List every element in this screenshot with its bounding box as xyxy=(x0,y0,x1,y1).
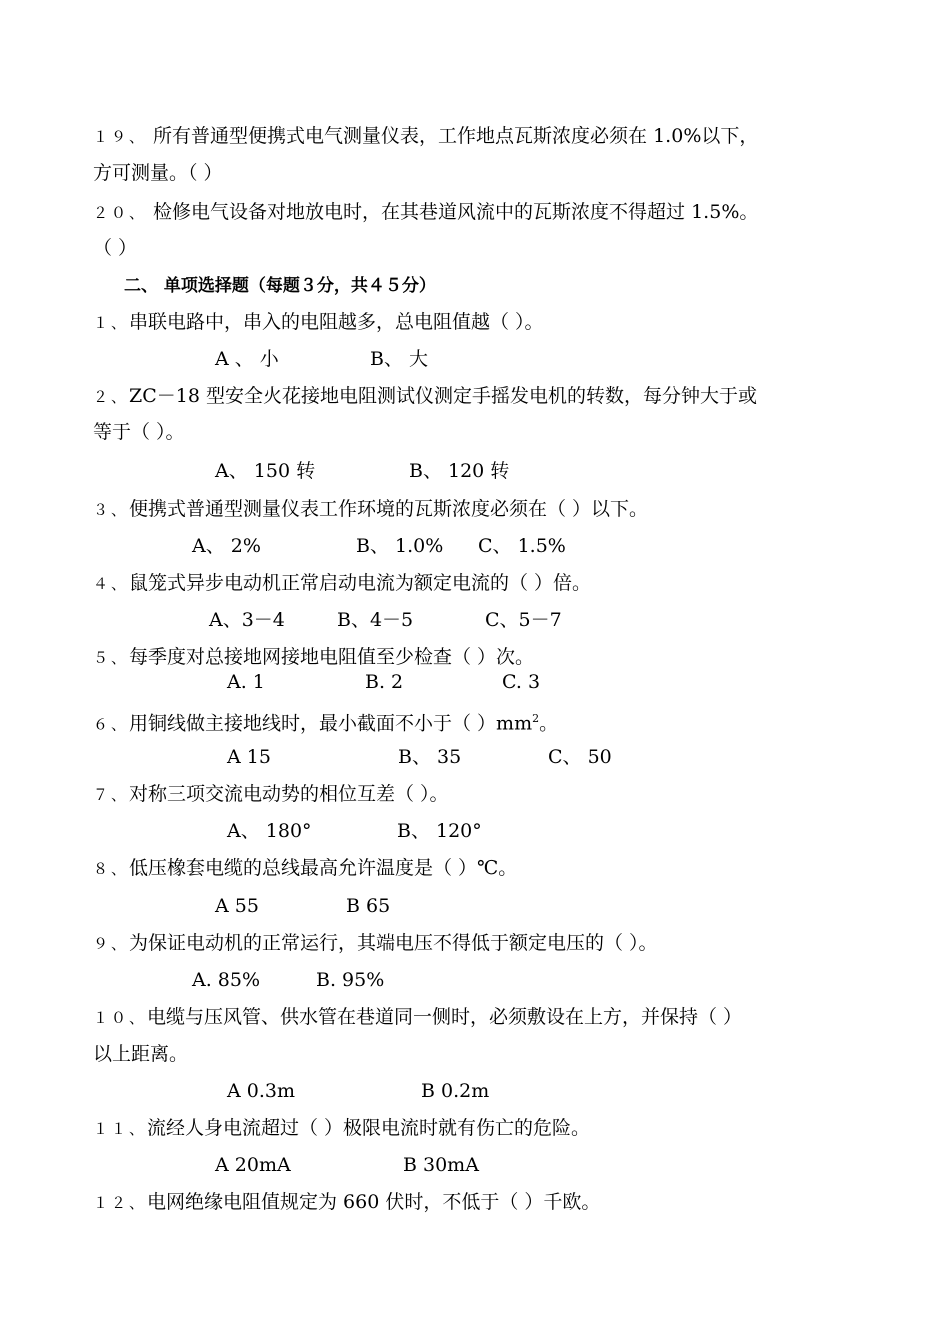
option-b: B、 1.0% xyxy=(356,535,444,557)
question-text: 鼠笼式异步电动机正常启动电流为额定电流的（ ）倍。 xyxy=(129,572,592,594)
option-c: C、 1.5% xyxy=(478,535,566,557)
question-text: 电缆与压风管、供水管在巷道同一侧时，必须敷设在上方，并保持（ ） xyxy=(147,1006,743,1028)
question-text: 对称三项交流电动势的相位互差（ ）。 xyxy=(129,783,449,805)
tf-item-20 xyxy=(93,200,873,225)
question-5 xyxy=(93,645,873,670)
question-number: ２、 xyxy=(93,388,130,406)
question-number: １２、 xyxy=(93,1194,148,1212)
option-b: B. 95% xyxy=(316,969,385,991)
option-a: A 15 xyxy=(227,746,271,768)
question-text: 每季度对总接地网接地电阻值至少检查（ ）次。 xyxy=(129,646,535,668)
question-number: ７、 xyxy=(93,786,130,804)
tf-item-20-cont: （ ） xyxy=(93,237,138,259)
question-number: ５、 xyxy=(93,649,130,667)
option-a: A、 150 转 xyxy=(215,460,316,482)
option-a: A 、 小 xyxy=(215,348,279,370)
question-number: ９、 xyxy=(93,935,130,953)
option-a: A. 1 xyxy=(227,671,265,693)
section-heading: 二、 单项选择题（每题３分，共４５分） xyxy=(124,276,436,296)
question-number: ６、 xyxy=(93,715,130,734)
item-text: 所有普通型便携式电气测量仪表，工作地点瓦斯浓度必须在 1.0%以下， xyxy=(147,125,759,147)
item-number: １９、 xyxy=(93,128,148,146)
question-tail: 。 xyxy=(539,712,559,735)
question-8 xyxy=(93,856,873,881)
question-7 xyxy=(93,782,873,807)
question-10 xyxy=(93,1005,873,1030)
question-2-cont: 等于（ ）。 xyxy=(93,421,185,443)
option-b: B 30mA xyxy=(403,1154,479,1176)
option-a: A 55 xyxy=(215,895,259,917)
question-12 xyxy=(93,1190,873,1215)
option-b: B、 120 转 xyxy=(409,460,510,482)
option-b: B 65 xyxy=(346,895,391,917)
question-3 xyxy=(93,497,873,522)
question-text: ZC－18 型安全火花接地电阻测试仪测定手摇发电机的转数，每分钟大于或 xyxy=(129,385,757,407)
option-a: A、 2% xyxy=(192,535,261,557)
option-b: B. 2 xyxy=(365,671,404,693)
item-number: ２０、 xyxy=(93,204,148,222)
question-number: ３、 xyxy=(93,501,130,519)
option-c: C. 3 xyxy=(502,671,541,693)
question-number: １、 xyxy=(93,314,130,332)
option-c: C、5－7 xyxy=(485,609,562,631)
tf-item-19-cont: 方可测量。（ ） xyxy=(93,162,223,184)
question-2 xyxy=(93,384,873,409)
tf-item-19 xyxy=(93,124,873,149)
option-b: B 0.2m xyxy=(421,1080,490,1102)
question-text: 用铜线做主接地线时，最小截面不小于（ ）mm xyxy=(129,712,533,735)
question-9 xyxy=(93,931,873,956)
option-b: B、 120° xyxy=(397,820,482,842)
question-1 xyxy=(93,310,873,335)
question-text: 串联电路中，串入的电阻越多，总电阻值越（ ）。 xyxy=(129,311,544,333)
item-text: 检修电气设备对地放电时，在其巷道风流中的瓦斯浓度不得超过 1.5%。 xyxy=(147,201,759,223)
question-text: 流经人身电流超过（ ）极限电流时就有伤亡的危险。 xyxy=(147,1117,591,1139)
option-b: B、 35 xyxy=(398,746,462,768)
option-a: A、 180° xyxy=(227,820,312,842)
question-number: １０、 xyxy=(93,1009,148,1027)
option-a: A 0.3m xyxy=(227,1080,295,1102)
question-10-cont: 以上距离。 xyxy=(93,1043,189,1065)
question-number: １１、 xyxy=(93,1120,148,1138)
option-a: A. 85% xyxy=(192,969,261,991)
question-text: 低压橡套电缆的总线最高允许温度是（ ）℃。 xyxy=(129,857,518,879)
option-a: A 20mA xyxy=(215,1154,291,1176)
option-a: A、3－4 xyxy=(209,609,285,631)
option-c: C、 50 xyxy=(548,746,612,768)
question-4 xyxy=(93,571,873,596)
question-number: ８、 xyxy=(93,860,130,878)
option-b: B、4－5 xyxy=(337,609,414,631)
question-6 xyxy=(93,707,873,736)
question-text: 便携式普通型测量仪表工作环境的瓦斯浓度必须在（ ）以下。 xyxy=(129,498,649,520)
option-b: B、 大 xyxy=(370,348,429,370)
question-number: ４、 xyxy=(93,575,130,593)
question-text: 电网绝缘电阻值规定为 660 伏时，不低于（ ）千欧。 xyxy=(147,1191,601,1213)
question-text: 为保证电动机的正常运行，其端电压不得低于额定电压的（ ）。 xyxy=(129,932,658,954)
superscript: 2 xyxy=(532,712,540,725)
question-11 xyxy=(93,1116,873,1141)
